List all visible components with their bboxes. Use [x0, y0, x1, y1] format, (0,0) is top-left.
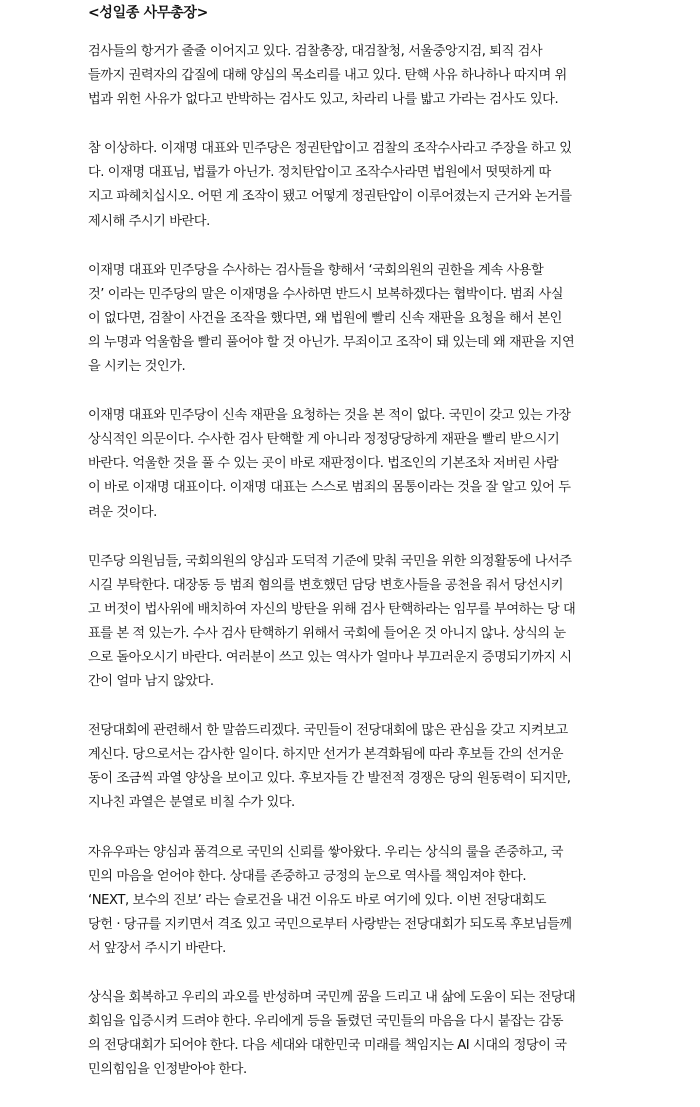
text-line: 것’ 이라는 민주당의 말은 이재명을 수사하면 반드시 보복하겠다는 협박이다. 범죄 사실: [88, 286, 564, 302]
paragraph-1: [88, 40, 618, 112]
text-line: 동이 조금씩 과열 양상을 보이고 있다. 후보자들 간 발전적 경쟁은 당의 원동력이 되지만,: [88, 771, 571, 787]
text-line: 상식적인 의문이다. 수사한 검사 탄핵할 게 아니라 정정당당하게 재판을 빨리 받으시기: [88, 432, 560, 448]
text-line: 계신다. 당으로서는 감사한 일이다. 하지만 선거가 본격화됨에 따라 후보들 간의 선거운: [88, 747, 564, 763]
text-line: 다. 이재명 대표님, 법률가 아닌가. 정치탄압이고 조작수사라면 법원에서 떳떳하게 따: [88, 165, 551, 181]
text-line: 서 앞장서 주시기 바란다.: [88, 940, 226, 956]
text-line: 려운 것이다.: [88, 504, 157, 520]
text-line: 지고 파헤치십시오. 어떤 게 조작이 됐고 어떻게 정권탄압이 이루어졌는지 근거와 논거를: [88, 189, 572, 205]
text-line: 으로 돌아오시기 바란다. 여러분이 쓰고 있는 역사가 얼마나 부끄러운지 증명되기까지 시: [88, 649, 572, 665]
text-line: 바란다. 억울한 것을 풀 수 있는 곳이 바로 재판정이다. 법조인의 기본조차 저버린 사람: [88, 456, 559, 472]
text-line: 들까지 권력자의 갑질에 대해 양심의 목소리를 내고 있다. 탄핵 사유 하나하나 따지며 위: [88, 68, 567, 84]
text-line: 이 바로 이재명 대표이다. 이재명 대표는 스스로 범죄의 몸통이라는 것을 잘 알고 있어 두: [88, 480, 571, 496]
text-line: 의 전당대회가 되어야 한다. 다음 세대와 대한민국 미래를 책임지는 AI 시대의 정당이 국: [88, 1038, 567, 1054]
text-line: 이재명 대표와 민주당을 수사하는 검사들을 향해서 ‘국회의원의 권한을 계속 사용할: [88, 262, 544, 278]
text-line: 참 이상하다. 이재명 대표와 민주당은 정권탄압이고 검찰의 조작수사라고 주장을 하고 있: [88, 141, 572, 157]
paragraph-7: [88, 841, 618, 961]
paragraph-6: [88, 719, 618, 815]
text-line: 검사들의 항거가 줄줄 이어지고 있다. 검찰총장, 대검찰청, 서울중앙지검, 퇴직 검사: [88, 44, 543, 59]
text-line: 고 버젓이 법사위에 배치하여 자신의 방탄을 위해 검사 탄핵하라는 임무를 부여하는 당 대: [88, 601, 576, 617]
text-line: 간이 얼마 남지 않았다.: [88, 674, 214, 690]
text-line: 회임을 입증시켜 드려야 한다. 우리에게 등을 돌렸던 국민들의 마음을 다시 붙잡는 감동: [88, 1014, 564, 1030]
text-line: 민주당 의원님들, 국회의원의 양심과 도덕적 기준에 맞춰 국민을 위한 의정활동에 나서주: [88, 553, 572, 569]
text-line: 민의힘임을 인정받아야 한다.: [88, 1062, 247, 1078]
text-line: 표를 본 적 있는가. 수사 검사 탄핵하기 위해서 국회에 들어온 것 아니지 않나. 상식의 눈: [88, 625, 566, 641]
text-line: 제시해 주시기 바란다.: [88, 213, 210, 229]
paragraph-3: [88, 259, 618, 379]
text-line: 전당대회에 관련해서 한 말씀드리겠다. 국민들이 전당대회에 많은 관심을 갖고 지켜보고: [88, 723, 568, 739]
text-line: 민의 마음을 얻어야 한다. 상대를 존중하고 긍정의 눈으로 역사를 책임져야 한다.: [88, 868, 527, 884]
paragraph-5: [88, 550, 618, 695]
paragraph-4: [88, 404, 618, 524]
paragraph-8: [88, 986, 618, 1082]
text-line: 지나친 과열은 분열로 비칠 수가 있다.: [88, 795, 295, 811]
text-line: 상식을 회복하고 우리의 과오를 반성하며 국민께 꿈을 드리고 내 삶에 도움이 되는 전당대: [88, 990, 576, 1005]
text-line: 자유우파는 양심과 품격으로 국민의 신뢰를 쌓아왔다. 우리는 상식의 룰을 존중하고, 국: [88, 844, 564, 860]
text-line: 당헌 · 당규를 지키면서 격조 있고 국민으로부터 사랑받는 전당대회가 되도록 후보님들께: [88, 916, 572, 932]
text-line: 시길 부탁한다. 대장동 등 범죄 혐의를 변호했던 담당 변호사들을 공천을 줘서 당선시키: [88, 577, 564, 593]
paragraph-2: [88, 137, 618, 233]
text-line: 이 없다면, 검찰이 사건을 조작을 했다면, 왜 법원에 빨리 신속 재판을 요청을 해서 본인: [88, 310, 562, 326]
text-line: 의 누명과 억울함을 빨리 풀어야 할 것 아닌가. 무죄이고 조작이 돼 있는데 왜 재판을 지연: [88, 334, 575, 350]
document-title: <성일종 사무총장>: [88, 5, 209, 21]
text-line: ‘NEXT, 보수의 진보’ 라는 슬로건을 내건 이유도 바로 여기에 있다. 이번 전당대회도: [88, 892, 547, 908]
text-line: 법과 위헌 사유가 없다고 반박하는 검사도 있고, 차라리 나를 밟고 가라는 검사도 있다.: [88, 92, 559, 108]
document-body: [88, 40, 618, 1107]
text-line: 이재명 대표와 민주당이 신속 재판을 요청하는 것을 본 적이 없다. 국민이 갖고 있는 가장: [88, 408, 571, 424]
text-line: 을 시키는 것인가.: [88, 359, 186, 375]
